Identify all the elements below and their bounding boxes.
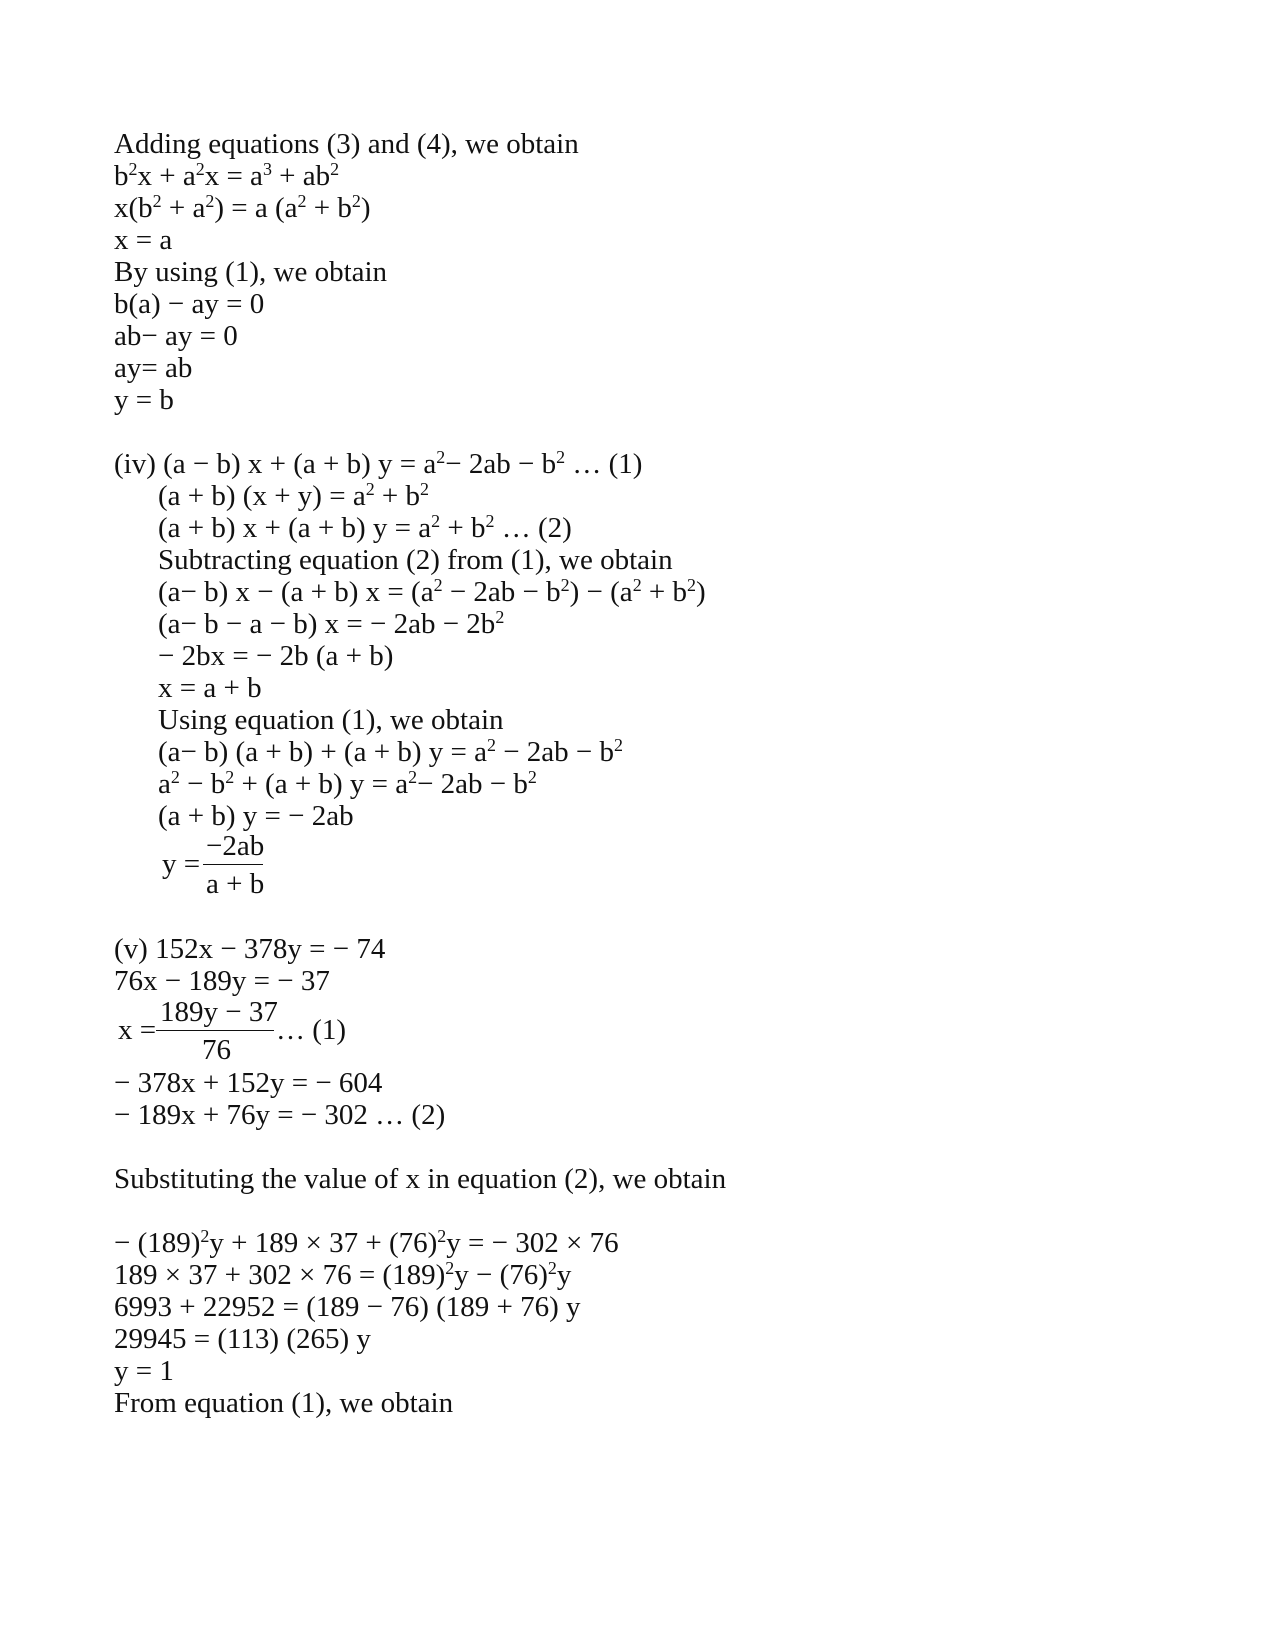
fraction-numerator: −2ab [206, 830, 265, 862]
text-line: Substituting the value of x in equation (2), we obtain [114, 1163, 727, 1195]
fraction-denominator: 76 [202, 1034, 231, 1066]
equation-line: y = 1 [114, 1355, 174, 1387]
equation-line: $a^2 - b^2 + (a + b) y = a^2- 2ab - b^2$ [158, 767, 537, 800]
problem-heading-v: (v) 152x − 378y = − 74 [114, 933, 386, 965]
equation-line: − 189x + 76y = − 302 … (2) [114, 1099, 446, 1131]
equation-line: − 378x + 152y = − 604 [114, 1067, 383, 1099]
equation-line: (a− b) x − (a + b) $x = (a^2 - 2ab - b^2) - (a^2 + b^2)$ [158, 575, 706, 608]
fraction-denominator: a + b [206, 868, 265, 900]
equation-line: $b^2x + a^2x = a^3 + ab^2$ [114, 159, 340, 192]
equation-line: 76x − 189y = − 37 [114, 965, 330, 997]
equation-line: x = a + b [158, 672, 262, 704]
text-line: Adding equations (3) and (4), we obtain [114, 128, 579, 160]
fraction-numerator: 189y − 37 [160, 996, 278, 1028]
text-line: Using equation (1), we obtain [158, 704, 504, 736]
text-line: By using (1), we obtain [114, 256, 388, 288]
fraction-lhs: y = [162, 848, 201, 880]
equation-tag: … (1) [276, 1014, 347, 1046]
fraction-y [158, 830, 288, 902]
equation-line: (a− b) (a + b) + (a + b) $y = a^2 - 2ab - b^2$ [158, 735, 624, 768]
equation-line: (a + b) y = − 2ab [158, 800, 354, 832]
equation-line: (a− b − a − b) x = − $2ab - 2b^2$ [158, 607, 505, 640]
equation-line: − 2bx = − 2b (a + b) [158, 640, 394, 672]
equation-line: b(a) − ay = 0 [114, 288, 265, 320]
equation-line: ab− ay = 0 [114, 320, 238, 352]
fraction-bar [203, 864, 263, 865]
equation-line: − $(189)^2y + 189 \times 37 + (76)^2y$ = − 302 × 76 [114, 1226, 619, 1259]
fraction-bar [156, 1030, 274, 1031]
text-line: From equation (1), we obtain [114, 1387, 454, 1419]
text-line: Subtracting equation (2) from (1), we obtain [158, 544, 673, 576]
equation-line: 29945 = (113) (265) y [114, 1323, 371, 1355]
equation-line: y = b [114, 384, 174, 416]
equation-line: $189 \times 37 + 302 \times 76 = (189)^2y - (76)^2y$ [114, 1258, 572, 1291]
equation-line: x = a [114, 224, 173, 256]
fraction-x [114, 996, 374, 1068]
equation-line: (a + b) x + (a + b) $y = a^2 + b^2$ … (2) [158, 511, 572, 544]
equation-line: (a + b) $(x + y) = a^2 + b^2$ [158, 479, 430, 512]
equation-line: $x(b^2 + a^2) = a$ $(a^2 + b^2)$ [114, 191, 371, 224]
equation-line: ay= ab [114, 352, 193, 384]
problem-heading-iv: (iv) (a − b) x + (a + b) $y = a^2- 2ab - b^2$ … (1) [114, 447, 643, 480]
equation-line: 6993 + 22952 = (189 − 76) (189 + 76) y [114, 1291, 581, 1323]
fraction-lhs: x = [118, 1014, 157, 1046]
